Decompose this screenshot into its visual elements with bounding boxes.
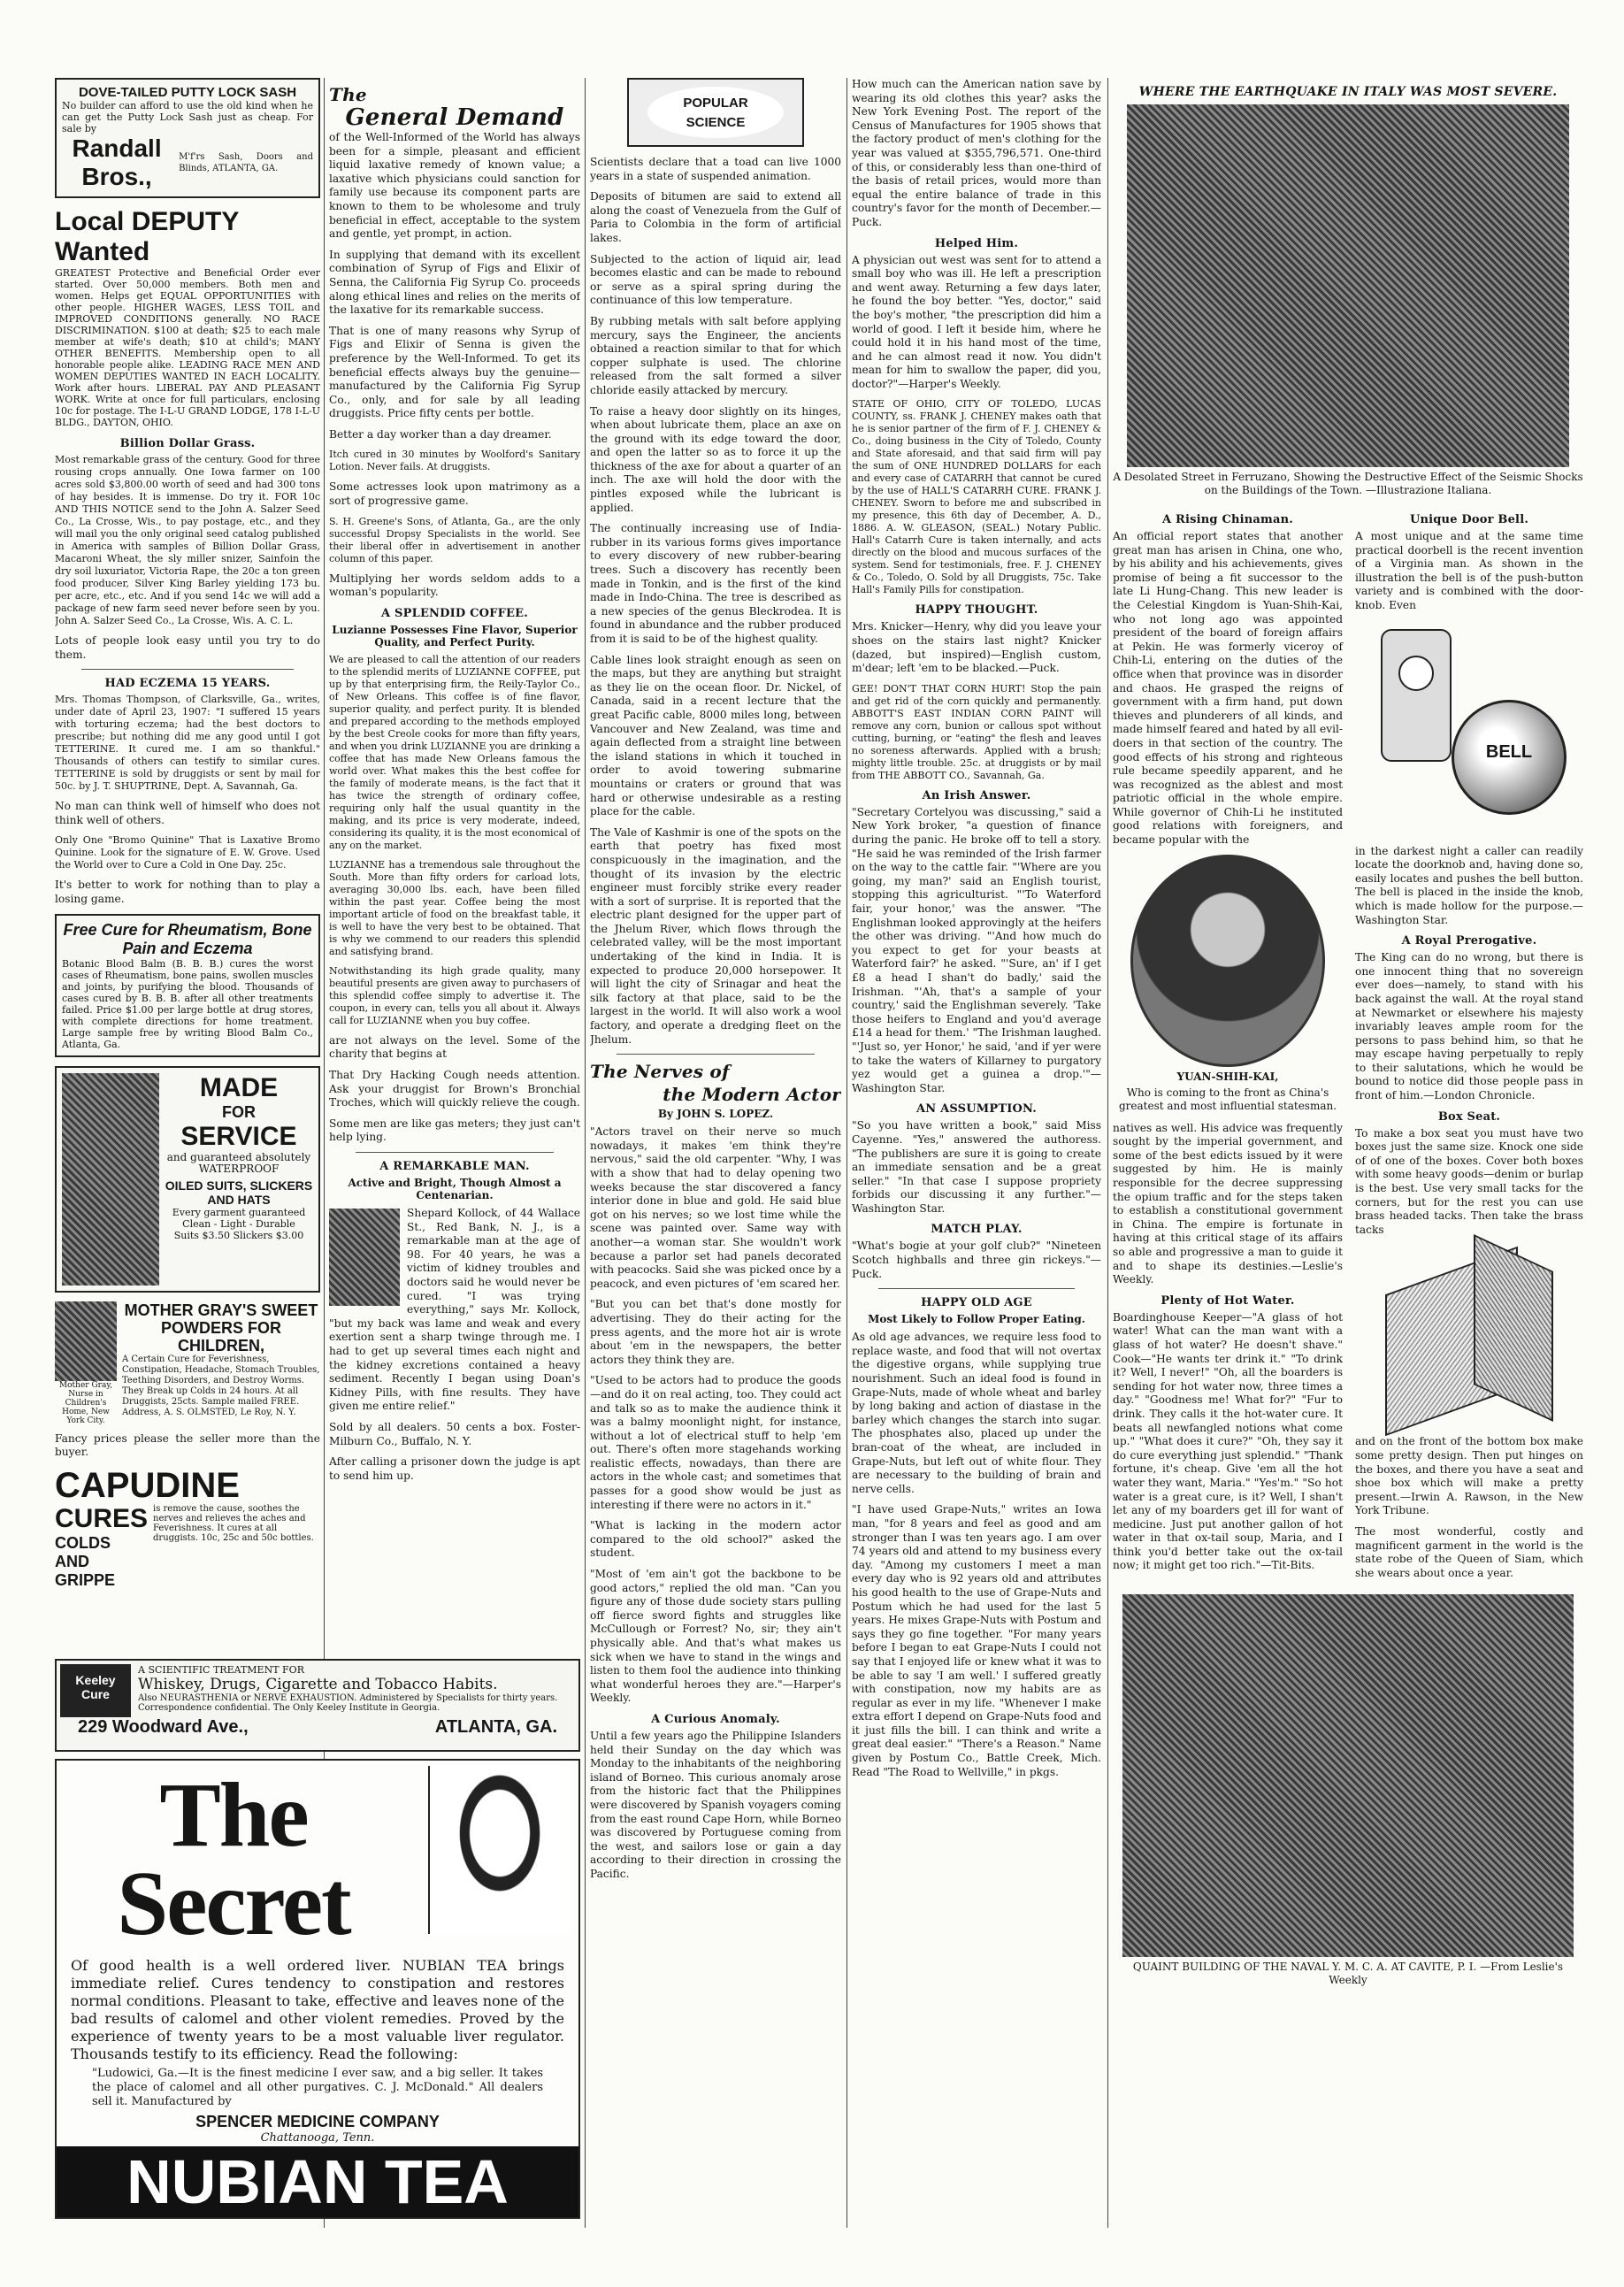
subheading-proper-eating: Most Likely to Follow Proper Eating. bbox=[868, 1313, 1085, 1326]
article-box-seat-p2: and on the front of the bottom box make some pretty design. Then put hinges on the boxes, and there you have a seat and shoe box which will make a pretty present.—Irwin A. Rawson, in the New York Tribune. bbox=[1355, 1435, 1583, 1517]
heading-billion-dollar-grass: Billion Dollar Grass. bbox=[119, 437, 256, 450]
heading-nerves-1: The Nerves of bbox=[590, 1061, 730, 1083]
heading-hot-water: Plenty of Hot Water. bbox=[1161, 1293, 1295, 1308]
ad-capudine bbox=[55, 1467, 320, 1590]
filler-better-a-day: Better a day worker than a day dreamer. bbox=[329, 427, 552, 441]
science-rubber: The continually increasing use of India-rubber in its various forms gives importance to every discovery of new rubber-bearing trees. Such a discovery has recently been made in Tonkin, and is the first of the kind made in Indo-China. The tree is described as a new species of the genus Bleckrodea. It is found in abundance and the rubber produced from it is said to be of the highest quality. bbox=[590, 522, 841, 645]
heading-demand-the: The bbox=[329, 84, 367, 105]
ad-for: FOR bbox=[222, 1102, 256, 1121]
ad-putty-lock-sash bbox=[55, 78, 320, 198]
newspaper-page bbox=[35, 53, 1589, 2247]
ad-body: Botanic Blood Balm (B. B. B.) cures the worst cases of Rheumatism, bone pains, swollen muscles and joints, by purifying the blood. Thousands of cases cured by B. B. B. after all other treatments failed. Price $1.00 per large bottle at drug stores, with complete directions for home treatment. Large sample free by writing Blood Balm Co., Atlanta, Ga. bbox=[62, 957, 313, 1050]
science-mercury: By rubbing metals with salt before applying mercury, says the Engineer, the ancients obtained a reaction similar to that for which copper sulphate is used. The chlorine released from the salt formed a silver chloride easily attacked by mercury. bbox=[590, 314, 841, 396]
doorbell-illustration bbox=[1363, 620, 1575, 841]
ymca-caption: QUAINT BUILDING OF THE NAVAL Y. M. C. A. AT CAVITE, P. I. —From Leslie's Weekly bbox=[1132, 1961, 1564, 1987]
filler-gas-meters: Some men are like gas meters; they just can't help lying. bbox=[329, 1117, 580, 1144]
subheading-centenarian: Active and Bright, Though Almost a Centenarian. bbox=[348, 1177, 562, 1201]
article-coffee-p3: Notwithstanding its high grade quality, many beautiful presents are given away to purchasers of this splendid coffee simply to advertise it. The coupon, in every can, tells you all about it. Always call for LUZIANNE when you buy coffee. bbox=[329, 964, 580, 1026]
article-nerves-p1: "Actors travel on their nerve so much nowadays, it makes 'em think they're nervous," said the old carpenter. "Why, I was with a show that had to delay opening two weeks because the star discovered a fancy interior done in blue and gold. He said blue got on his nerves; so we lost time while the scene was painted over. Same way with another—a woman star. She wouldn't work because a parlor set had panels decorated with peacocks. Said she was picked once by a peacock, and even pictures of 'em scared her. bbox=[590, 1125, 841, 1290]
ad-body: and guaranteed absolutely WATERPROOF bbox=[166, 1150, 311, 1175]
heading-match-play: MATCH PLAY. bbox=[931, 1223, 1023, 1237]
ad-bromo-quinine: Only One "Bromo Quinine" That is Laxative Bromo Quinine. Look for the signature of E. W. Grove. Used the World over to Cure a Cold in One Day. 25c. bbox=[55, 834, 320, 871]
mother-gray-portrait bbox=[55, 1301, 117, 1381]
keeley-logo: Keeley Cure bbox=[60, 1664, 131, 1717]
heading-nerves-2: the Modern Actor bbox=[663, 1084, 841, 1106]
column-5 bbox=[1113, 78, 1583, 2237]
ad-firm-name: Randall Bros., bbox=[72, 134, 162, 190]
sphinx-illustration bbox=[428, 1766, 570, 1934]
article-box-seat-p1: To make a box seat you must have two boxes just the same size. Knock one side of of one of the boxes. Cover both boxes with some heavy goods—denim or burlap is the best. Use very small tacks for the corners, but for the rest you can use brass headed tacks. Then take the brass tacks bbox=[1355, 1126, 1583, 1236]
article-coffee-p1: We are pleased to call the attention of our readers to the splendid merits of LUZIANNE COFFEE, put up by that enterprising firm, the Reily-Taylor Co., of New Orleans. This coffee is of fine flavor, superior quality, and perfect purity. It is blended and prepared according to the methods employed by the best Creole cooks for more than fifty years, and when you drink LUZIANNE you are drinking a coffee that has made New Orleans famous the world over. What makes this the best coffee for the family of moderate means, is the fact that it has twice the strength of ordinary coffee, requiring only half the usual quantity in the making, and its price is very moderate, indeed, considering its quality, it is the most economical of any on the market. bbox=[329, 653, 580, 851]
earthquake-photo bbox=[1127, 104, 1569, 467]
heading-door-bell: Unique Door Bell. bbox=[1409, 513, 1529, 526]
article-remarkable-man-p1: Shepard Kollock, of 44 Wallace St., Red Bank, N. J., is a remarkable man at the age of 98. For 40 years, he was a victim of kidney troubles and doctors said he would never be cured. "I was trying everything," says Mr. Kollock, "but my back was lame and weak and every exertion sent a sharp twinge through me. I had to get up several times each night and the kidney excretions contained a heavy sediment. Recently I began using Doan's Kidney Pills, with fine results. They have given me entire relief." bbox=[329, 1207, 580, 1413]
science-kashmir: The Vale of Kashmir is one of the spots on the earth that poetry has fixed most conspicuously in the imagination, and the thought of its invasion by the electric engineer must forcibly strike every reader with a sort of surprise. It is reported that the electric plant designed for the upper part of the Jhelum River, which flows through the celebrated valley, will be the most important undertaking of the kind in India. It is expected to produce 20,000 horsepower. It will light the city of Srinagar and heat the silk factory at that place, said to be the largest in the world. It will also work a wool factory, and operate a dredging fleet on the Jhelum. bbox=[590, 825, 841, 1046]
ad-oiled-slickers bbox=[55, 1066, 320, 1293]
heading-assumption: AN ASSUMPTION. bbox=[915, 1102, 1038, 1117]
ad-product: OILED SUITS, SLICKERS AND HATS bbox=[165, 1178, 313, 1207]
filler-no-man-can: No man can think well of himself who does not think well of others. bbox=[55, 800, 320, 826]
heading-general-demand: General Demand bbox=[345, 104, 564, 131]
ad-quote: "Ludowici, Ga.—It is the finest medicine I ever saw, and a big seller. It takes the place of calomel and all other purgatives. C. J. McDonald." All dealers sell it. Manufactured by bbox=[92, 2067, 543, 2108]
heading-splendid-coffee: A SPLENDID COFFEE. bbox=[381, 606, 528, 620]
article-old-age-p2: "I have used Grape-Nuts," writes an Iowa man, "for 8 years and feel as good and am stronger than I was ten years ago. I am over 74 years old and attend to my business every day. "Among my customers I meet a man every day who is 92 years old and attributes his good health to the use of Grape-Nuts and Postum which he had used for the last 5 years. He mixes Grape-Nuts with Postum and says they go fine together. "For many years before I began to eat Grape-Nuts I could not say that I enjoyed life or knew what it was to be able to say 'I am well.' I suffered greatly with constipation, now my habits are as regular as ever in my life. "Whenever I make extra effort I depend on Grape-Nuts food and it just fills the bill. I can think and write a great deal easier." "There's a Reason." Name given by Postum Co., Battle Creek, Mich. Read "The Road to Wellville," in pkgs. bbox=[852, 1503, 1101, 1778]
filler-actresses: Some actresses look upon matrimony as a sort of progressive game. bbox=[329, 480, 580, 508]
yuan-shih-kai-portrait bbox=[1130, 855, 1325, 1067]
ad-city: ATLANTA, GA. bbox=[434, 1717, 557, 1737]
ad-colds: COLDS AND GRIPPE bbox=[55, 1533, 116, 1589]
ad-mother-gray bbox=[55, 1301, 320, 1425]
ad-made: MADE bbox=[199, 1072, 279, 1102]
ad-kicker: A SCIENTIFIC TREATMENT FOR bbox=[138, 1664, 304, 1676]
ad-title: Whiskey, Drugs, Cigarette and Tobacco Habits. bbox=[138, 1676, 498, 1693]
article-hot-water: Boardinghouse Keeper—"A glass of hot water! What can the man want with a glass of hot water? He doesn't shave." Cook—"He wants ter drink it." "To drink it? Well, I never!" "Oh, all the boarders is sending for hot water now, three times a day." "Goodness me! What for?" "Fur to drink. They calls it the hot-water cure. It beats all newfangled notions what come up." "What does it cure?" "Oh, they say it do cure everything just splendid." "Thank fortune, it's cheap. Give 'em all the hot water they want, Maria." "Yes'm." "So hot water is a great cure, is it? Well, I shan't let any of my boarders get ill for want of medicine. Just put another gallon of hot water in that ox-tail soup, Maria, and I think you'd better take out the ox-tail now; it might get too rich."—Tit-Bits. bbox=[1113, 1310, 1343, 1572]
ad-body: No builder can afford to use the old kind when he can get the Putty Lock Sash just as cheap. For sale by bbox=[62, 100, 313, 134]
article-general-demand-p1: of the Well-Informed of the World has always been for a simple, pleasant and efficient liquid laxative remedy of known value; a laxative which physicians could sanction for family use because its component parts are known to them to be wholesome and truly beneficial in effect, acceptable to the system and gentle, yet prompt, in action. bbox=[329, 131, 580, 241]
byline: By JOHN S. LOPEZ. bbox=[657, 1108, 774, 1121]
article-old-age-p1: As old age advances, we require less food to replace waste, and food that will not overtax the digestive organs, while supplying true nourishment. Such an ideal food is found in Grape-Nuts, made of whole wheat and barley by long baking and action of diastase in the barley which changes the starch into sugar. The phosphates also, placed up under the bran-coat of the wheat, are included in Grape-Nuts, but left out of white flour. They are necessary to the building of brain and nerve cells. bbox=[852, 1331, 1101, 1495]
ad-title: Free Cure for Rheumatism, Bone Pain and Eczema bbox=[63, 920, 312, 957]
article-irish-answer: "Secretary Cortelyou was discussing," said a New York broker, "a question of finance during the panic. He broke off to tell a story. "He said he was reminded of the Irish farmer on the way to the cattle fair. "'Where are you going, my man?' said an English tourist, stopping this agriculturist. "'To Waterford fair, your honor,' was the answer. "The Englishman looked approvingly at the heifers the other was driving. "'And how much do you expect to get for your beasts at Waterford fair?' he asked. "'Sure, an' if I get £8 a head I shan't do badly,' said the Irishman. "'Ah, that's a sample of your country,' said the Englishman severely. 'Take those heifers to England and you'd average £14 a head for them.' "The Irishman laughed. "'Just so, yer Honor,' he said, 'and if yer were to take the waters of Killarney to purgatory yez would get a guinea a drop.'"—Washington Star. bbox=[852, 805, 1101, 1094]
heading-rising-chinaman: A Rising Chinaman. bbox=[1161, 513, 1294, 526]
science-cable: Cable lines look straight enough as seen on the maps, but they are anything but straight as they lie on the ocean floor. Dr. Nickel, of Canada, said in a recent lecture that the great Pacific cable, 8000 miles long, between Vancouver and New Zealand, was time and again deflected from a straight line between the island stations in which it touched in order to avoid towering submarine mountains or craters or ground that was hard or otherwise undesirable as a resting place for the cable. bbox=[590, 653, 841, 818]
article-nerves-p5: "Most of 'em ain't got the backbone to be good actors," replied the old man. "Can you figure any of those dude society stars pulling off fierce sword fights and struggles like McCullough or Forrest? No, sir; they ain't physically able. And that's what makes us sick when we have to stand in the wings and listen to them fool the audience into thinking what wonderful heroes they are."—Harper's Weekly. bbox=[590, 1568, 841, 1705]
science-liquid-air: Subjected to the action of liquid air, lead becomes elastic and can be made to rebound or serve as a spiral spring during the continuance of this low temperature. bbox=[590, 252, 841, 307]
ad-service: SERVICE bbox=[180, 1121, 297, 1151]
ad-city: Chattanooga, Tenn. bbox=[260, 2131, 375, 2145]
subcolumn-left bbox=[1113, 506, 1343, 1587]
article-chinaman-p1: An official report states that another great man has arisen in China, one who, by his ability and his achievements, gives promise of being a fit successor to the late Li Hung-Chang. This new leader is the Celestial Kingdom is Yuan-Shih-Kai, who not long ago was appointed president of the board of foreign affairs at Pekin. He was formerly viceroy of Chih-Li, entering on the duties of the office when that province was in disorder and chaos. He grasped the reigns of government with a firm hand, put down thieves and plunderers of all kinds, and made himself feared and hated by all evil-doers in that section of the country. The good effects of his strong and righteous rule became speedily apparent, and he was recognized as the ablest and most patriotic official in the whole empire. While governor of Chih-Li he instituted good relations with foreigners, and became popular with the bbox=[1113, 530, 1343, 847]
article-nerves-p2: "But you can bet that's done mostly for advertising. They do their acting for the press agents, and the more hot air is wrote about 'em in the newspapers, the better actors they think they are. bbox=[590, 1298, 841, 1366]
ad-greene-sons: S. H. Greene's Sons, of Atlanta, Ga., are the only successful Dropsy Specialists in the world. See their liberal offer in advertisement in another column of this paper. bbox=[329, 515, 580, 564]
ad-body: A Certain Cure for Feverishness, Constipation, Headache, Stomach Troubles, Teething Disorders, and Destroy Worms. They Break up Colds in 24 hours. At all Druggists, 25cts. Sample mailed FREE. Address, A. S. OLMSTED, Le Roy, N. Y. bbox=[122, 1354, 320, 1417]
heading-remarkable-man: A REMARKABLE MAN. bbox=[379, 1160, 530, 1173]
article-helped-him: A physician out west was sent for to attend a small boy who was ill. He left a prescription and went away. Returning a few days later, he found the boy better. "Yes, doctor," said the boy's mother, "the prescription did him a world of good. I left it beside him, where he could hold it in his hand most of the time, and he can almost read it now. You didn't mean for him to swallow the paper, did you, doctor?"—Harper's Weekly. bbox=[852, 253, 1101, 390]
article-general-demand-p3: That is one of many reasons why Syrup of Figs and Elixir of Senna is given the preference by the Well-Informed. To get its beneficial effects always buy the genuine—manufactured by the California Fig Syrup Co., only, and for sale by all leading druggists. Price fifty cents per bottle. bbox=[329, 324, 580, 420]
fisherman-illustration bbox=[62, 1073, 159, 1285]
filler-prisoner: After calling a prisoner down the judge is apt to send him up. bbox=[329, 1455, 580, 1482]
popular-science-logo bbox=[627, 78, 804, 147]
ad-address: 229 Woodward Ave., bbox=[78, 1717, 249, 1737]
ad-title: DOVE-TAILED PUTTY LOCK SASH bbox=[78, 85, 297, 100]
heading-happy-old-age: HAPPY OLD AGE bbox=[921, 1296, 1032, 1310]
article-royal-prerogative: The King can do no wrong, but there is one innocent thing that no sovereign ever does—namely, to stand with his back against the wall. At the royal stand at Newmarket or elsewhere his majesty invariably leaves ample room for the persons to pass behind him, so that he may escape having perpetually to reply to their salutations, which he would be bound to notice did those people pass in front of him.—London Chronicle. bbox=[1355, 951, 1583, 1102]
article-assumption: "So you have written a book," said Miss Cayenne. "Yes," answered the authoress. "The publishers are sure it is going to create an immediate sensation and be a great seller." "In that case I suppose propriety forbids our discussing it any further."—Washington Star. bbox=[852, 1119, 1101, 1215]
filler-charity: are not always on the level. Some of the charity that begins at bbox=[329, 1033, 580, 1061]
ad-nubian-tea bbox=[55, 1759, 580, 2219]
filler-better-to-work: It's better to work for nothing than to play a losing game. bbox=[55, 879, 320, 905]
ad-corn-paint: GEE! DON'T THAT CORN HURT! Stop the pain and get rid of the corn quickly and permanently. ABBOTT'S EAST INDIAN CORN PAINT will remove any corn, bunion or callous spot without cutting, burning, or "eating" the flesh and leaves no soreness afterwards. Applied with a brush; mighty little trouble. 25c. at druggists or by mail from THE ABBOTT CO., Savannah, Ga. bbox=[852, 682, 1101, 781]
ad-local-deputy bbox=[55, 207, 320, 428]
article-had-eczema: Mrs. Thomas Thompson, of Clarksville, Ga., writes, under date of April 23, 1907: "I suffered 15 years with torturing eczema; had the best doctors to prescribe; but nothing did me any good until I got TETTERINE. It cured me. I am so thankful." Thousands of others can testify to similar cures. TETTERINE is sold by druggists or sent by mail for 50c. by J. T. SHUPTRINE, Dept. A, Savannah, Ga. bbox=[55, 694, 320, 793]
ad-body: is remove the cause, soothes the nerves and relieves the aches and Feverishness. It cures at all druggists. 10c, 25c and 50c bottles. bbox=[153, 1503, 314, 1543]
ad-title: The Secret bbox=[117, 1764, 350, 1954]
ad-body: GREATEST Protective and Beneficial Order ever started. Over 50,000 members. Both men and women. Helps get EQUAL OPPORTUNITIES with other people. HIGHER WAGES, LESS TOIL and IMPROVED CONDITIONS generally. NO RACE DISCRIMINATION. $100 at death; $25 to each male member at wife's death; $10 at child's; MANY OTHER BENEFITS. Membership open to all honorable people alike. LEADING RACE MEN AND WOMEN DEPUTIES WANTED IN EACH LOCALITY. Work after hours. LIBERAL PAY AND PLEASANT WORK. Write at once for full particulars, enclosing 10c for postage. The I-L-U GRAND LODGE, 178 I-L-U BLDG., DAYTON, OHIO. bbox=[55, 267, 320, 428]
article-billion-dollar-grass: Most remarkable grass of the century. Good for three rousing crops annually. One Iowa farmer on 100 acres sold $3,800.00 worth of seed and had 300 tons of hay besides. It is immense. Do try it. FOR 10c AND THIS NOTICE send to the John A. Salzer Seed Co., La Crosse, Wis., to pay postage, etc., and they will mail you the only original seed catalog published in America with samples of Billion Dollar Grass, Macaroni Wheat, the sly miller snizer, Sainfoin the dry soil luxuriator, Victoria Rape, the 20c a ton green food producer, Silver King Barley yielding 173 bu. per acre, etc., etc. And if you send 14c we will add a package of new farm seed never before seen by you. John A. Salzer Seed Co., La Crosse, Wis. A. C. L. bbox=[55, 454, 320, 626]
ad-firm-note: M'f'rs Sash, Doors and Blinds, ATLANTA, GA. bbox=[179, 152, 313, 173]
ad-price: Suits $3.50 Slickers $3.00 bbox=[173, 1229, 304, 1241]
heading-helped-him: Helped Him. bbox=[934, 236, 1019, 250]
article-old-clothes: How much can the American nation save by wearing its old clothes this year? asks the New York Evening Post. The report of the Census of Manufactures for 1905 shows that the factory product of men's clothing for the year was valued at $355,796,571. One-third of this, or considerably less than one-third of the basis of retail prices, would more than equal the entire balance of trade in this country's favor for the month of December.—Puck. bbox=[852, 78, 1101, 228]
ad-title: CAPUDINE bbox=[55, 1465, 240, 1505]
heading-had-eczema: HAD ECZEMA 15 YEARS. bbox=[104, 677, 271, 691]
article-nerves-p3: "Used to be actors had to produce the goods—and do it on real acting, too. They could act and talk so as to make the audience think it was a balmy moonlight night, for instance, without a lot of electrical stuff to help 'em out. There's often more stagehands working realistic effects, nowadays, than there are actors in the whole cast; and sometimes that passes for a good show would be just as interesting if there were no actors in it." bbox=[590, 1374, 841, 1511]
ad-maker: SPENCER MEDICINE COMPANY bbox=[195, 2113, 440, 2130]
ad-title: Local DEPUTY Wanted bbox=[55, 207, 239, 266]
article-chinaman-p2: natives as well. His advice was frequently sought by the imperial government, and some of the best edicts issued by it were suggested by him. He is mainly responsible for the decree suppressing the opium traffic and for the steps taken to establish a constitutional government in China. The empire is fortunate in having at this critical stage of its affairs so able and progressive a man to guide it and to shape its destinies.—Leslie's Weekly. bbox=[1113, 1121, 1343, 1286]
heading-royal-prerogative: A Royal Prerogative. bbox=[1401, 934, 1537, 948]
filler-multiplying: Multiplying her words seldom adds to a woman's popularity. bbox=[329, 572, 580, 599]
filler-fancy-prices: Fancy prices please the seller more than the buyer. bbox=[55, 1431, 320, 1459]
heading-irish-answer: An Irish Answer. bbox=[922, 788, 1031, 802]
portrait-caption-name: YUAN-SHIH-KAI, bbox=[1176, 1070, 1279, 1083]
earthquake-caption: A Desolated Street in Ferruzano, Showing the Destructive Effect of the Seismic Shocks on the Buildings of the Town. —Illustrazione Italiana. bbox=[1113, 471, 1583, 496]
ad-title: MOTHER GRAY'S SWEET POWDERS FOR CHILDREN, bbox=[124, 1301, 318, 1355]
article-queen-of-siam: The most wonderful, costly and magnificent garment in the world is the state robe of the Queen of Siam, which she wears about once a year. bbox=[1355, 1524, 1583, 1579]
heading-earthquake: WHERE THE EARTHQUAKE IN ITALY WAS MOST SEVERE. bbox=[1138, 85, 1558, 99]
heading-box-seat: Box Seat. bbox=[1437, 1109, 1501, 1124]
science-bitumen: Deposits of bitumen are said to extend all along the coast of Venezuela from the Gulf of Paria to Colombia in the form of artificial lakes. bbox=[590, 190, 841, 244]
heading-happy-thought: HAPPY THOUGHT. bbox=[915, 603, 1038, 618]
article-happy-thought: Mrs. Knicker—Henry, why did you leave your shoes on the stairs last night? Knicker (dazed, but inspired)—English custom, m'dear; left 'em to be blacked.—Puck. bbox=[852, 620, 1101, 675]
filler-lots-of-people: Lots of people look easy until you try to do them. bbox=[55, 634, 320, 661]
column-4 bbox=[852, 78, 1101, 2237]
article-coffee-p2: LUZIANNE has a tremendous sale throughout the South. More than fifty orders for carload lots, averaging 30,000 lbs. each, have been filled within the past year. Coffee being the most important article of food on the breakfast table, it is well to have the very best to be obtained. That is why we commend to our readers this splendid and satisfying brand. bbox=[329, 858, 580, 957]
heading-curious-anomaly: A Curious Anomaly. bbox=[651, 1712, 780, 1726]
article-nerves-p4: "What is lacking in the modern actor compared to the old school?" asked the student. bbox=[590, 1519, 841, 1560]
article-door-bell-p2: in the darkest night a caller can readily locate the doorknob and, having done so, easily locates and pushes the bell button. The bell is placed in the inside the knob, which is made hollow for the purpose.—Washington Star. bbox=[1355, 844, 1583, 926]
article-remarkable-man-p2: Sold by all dealers. 50 cents a box. Foster-Milburn Co., Buffalo, N. Y. bbox=[329, 1420, 580, 1447]
subheading-luzianne: Luzianne Possesses Fine Flavor, Superior Quality, and Perfect Purity. bbox=[332, 623, 578, 648]
kollock-portrait bbox=[329, 1209, 400, 1306]
science-toad: Scientists declare that a toad can live 1000 years in a state of suspended animation. bbox=[590, 156, 841, 182]
science-door: To raise a heavy door slightly on its hinges, when about lubricate them, place an axe on the ground with its edge toward the door, and open the latter so as to force it up the thickness of the axe for about a quarter of an inch. The axe will hold the door with the pintles exposed while the lubricant is applied. bbox=[590, 404, 841, 514]
ad-rheumatism bbox=[55, 914, 320, 1057]
ad-note: Every garment guaranteed Clean - Light - Durable bbox=[172, 1206, 306, 1230]
ad-itch-cured: Itch cured in 30 minutes by Woolford's Sanitary Lotion. Never fails. At druggists. bbox=[329, 449, 580, 473]
article-curious-anomaly: Until a few years ago the Philippine Islanders held their Sunday on the day which was Monday to the inhabitants of the neighboring island of Borneo. This curious anomaly arose from the historic fact that the Philippines were discovered by Spanish voyagers coming from the east round Cape Horn, while Borneo was discovered by Portuguese coming from the west, and sailors lose or gain a day according to their direction in crossing the Pacific. bbox=[590, 1729, 841, 1880]
portrait-caption-text: Who is coming to the front as China's greatest and most influential statesman. bbox=[1118, 1086, 1337, 1112]
ad-cheney-catarrh: STATE OF OHIO, CITY OF TOLEDO, LUCAS COUNTY, ss. FRANK J. CHENEY makes oath that he is senior partner of the firm of F. J. CHENEY & Co., doing business in the City of Toledo, County and State aforesaid, and that said firm will pay the sum of ONE HUNDRED DOLLARS for each and every case of CATARRH that cannot be cured by the use of HALL'S CATARRH CURE. FRANK J. CHENEY. Sworn to before me and subscribed in my presence, this 6th day of December, A. D., 1886. A. W. GLEASON, (SEAL.) Notary Public. Hall's Catarrh Cure is taken internally, and acts directly on the blood and mucous surfaces of the system. Send for testimonials, free. F. J. CHENEY & Co., Toledo, O. Sold by all Druggists, 75c. Take Hall's Family Pills for constipation. bbox=[852, 398, 1101, 596]
article-door-bell-p1: A most unique and at the same time practical doorbell is the recent invention of a Virginia man. As shown in the illustration the bell is of the push-button variety and is combined with the door-knob. Even bbox=[1355, 530, 1583, 611]
ad-caption: Mother Gray, Nurse in Children's Home, New York City. bbox=[58, 1380, 113, 1425]
article-match-play: "What's bogie at your golf club?" "Nineteen Scotch highballs and three gin rickeys."—Puck. bbox=[852, 1239, 1101, 1280]
ad-keeley-cure bbox=[55, 1659, 580, 1752]
ad-brand: NUBIAN TEA bbox=[57, 2146, 578, 2217]
logo-line-1: POPULAR bbox=[683, 96, 748, 111]
column-3 bbox=[590, 78, 841, 2237]
ad-cures: CURES bbox=[55, 1503, 149, 1533]
ymca-building-photo bbox=[1122, 1594, 1574, 1957]
ad-body: Of good health is a well ordered liver. NUBIAN TEA brings immediate relief. Cures tendency to constipation and restores normal conditions. Pleasant to take, effective and leaves none of the bad results of calomel and other violent remedies. Proved by the experience of twenty years to be a most valuable liver regulator. Thousands testify to its efficiency. Read the following: bbox=[71, 1957, 564, 2062]
ad-body: Also NEURASTHENIA or NERVE EXHAUSTION. Administered by Specialists for thirty years. Correspondence confidential. The Only Keeley Institute in Georgia. bbox=[138, 1693, 558, 1713]
article-general-demand-p2: In supplying that demand with its excellent combination of Syrup of Figs and Elixir of Senna, the California Fig Syrup Co. proceeds along ethical lines and relies on the merits of the laxative for its remarkable success. bbox=[329, 248, 580, 317]
subcolumn-right bbox=[1355, 506, 1583, 1587]
ad-hacking-cough: That Dry Hacking Cough needs attention. Ask your druggist for Brown's Bronchial Troches, which will quickly relieve the cough. bbox=[329, 1069, 580, 1109]
logo-line-2: SCIENCE bbox=[686, 115, 746, 130]
bell-label: BELL bbox=[1485, 741, 1533, 762]
box-seat-illustration bbox=[1367, 1244, 1571, 1430]
